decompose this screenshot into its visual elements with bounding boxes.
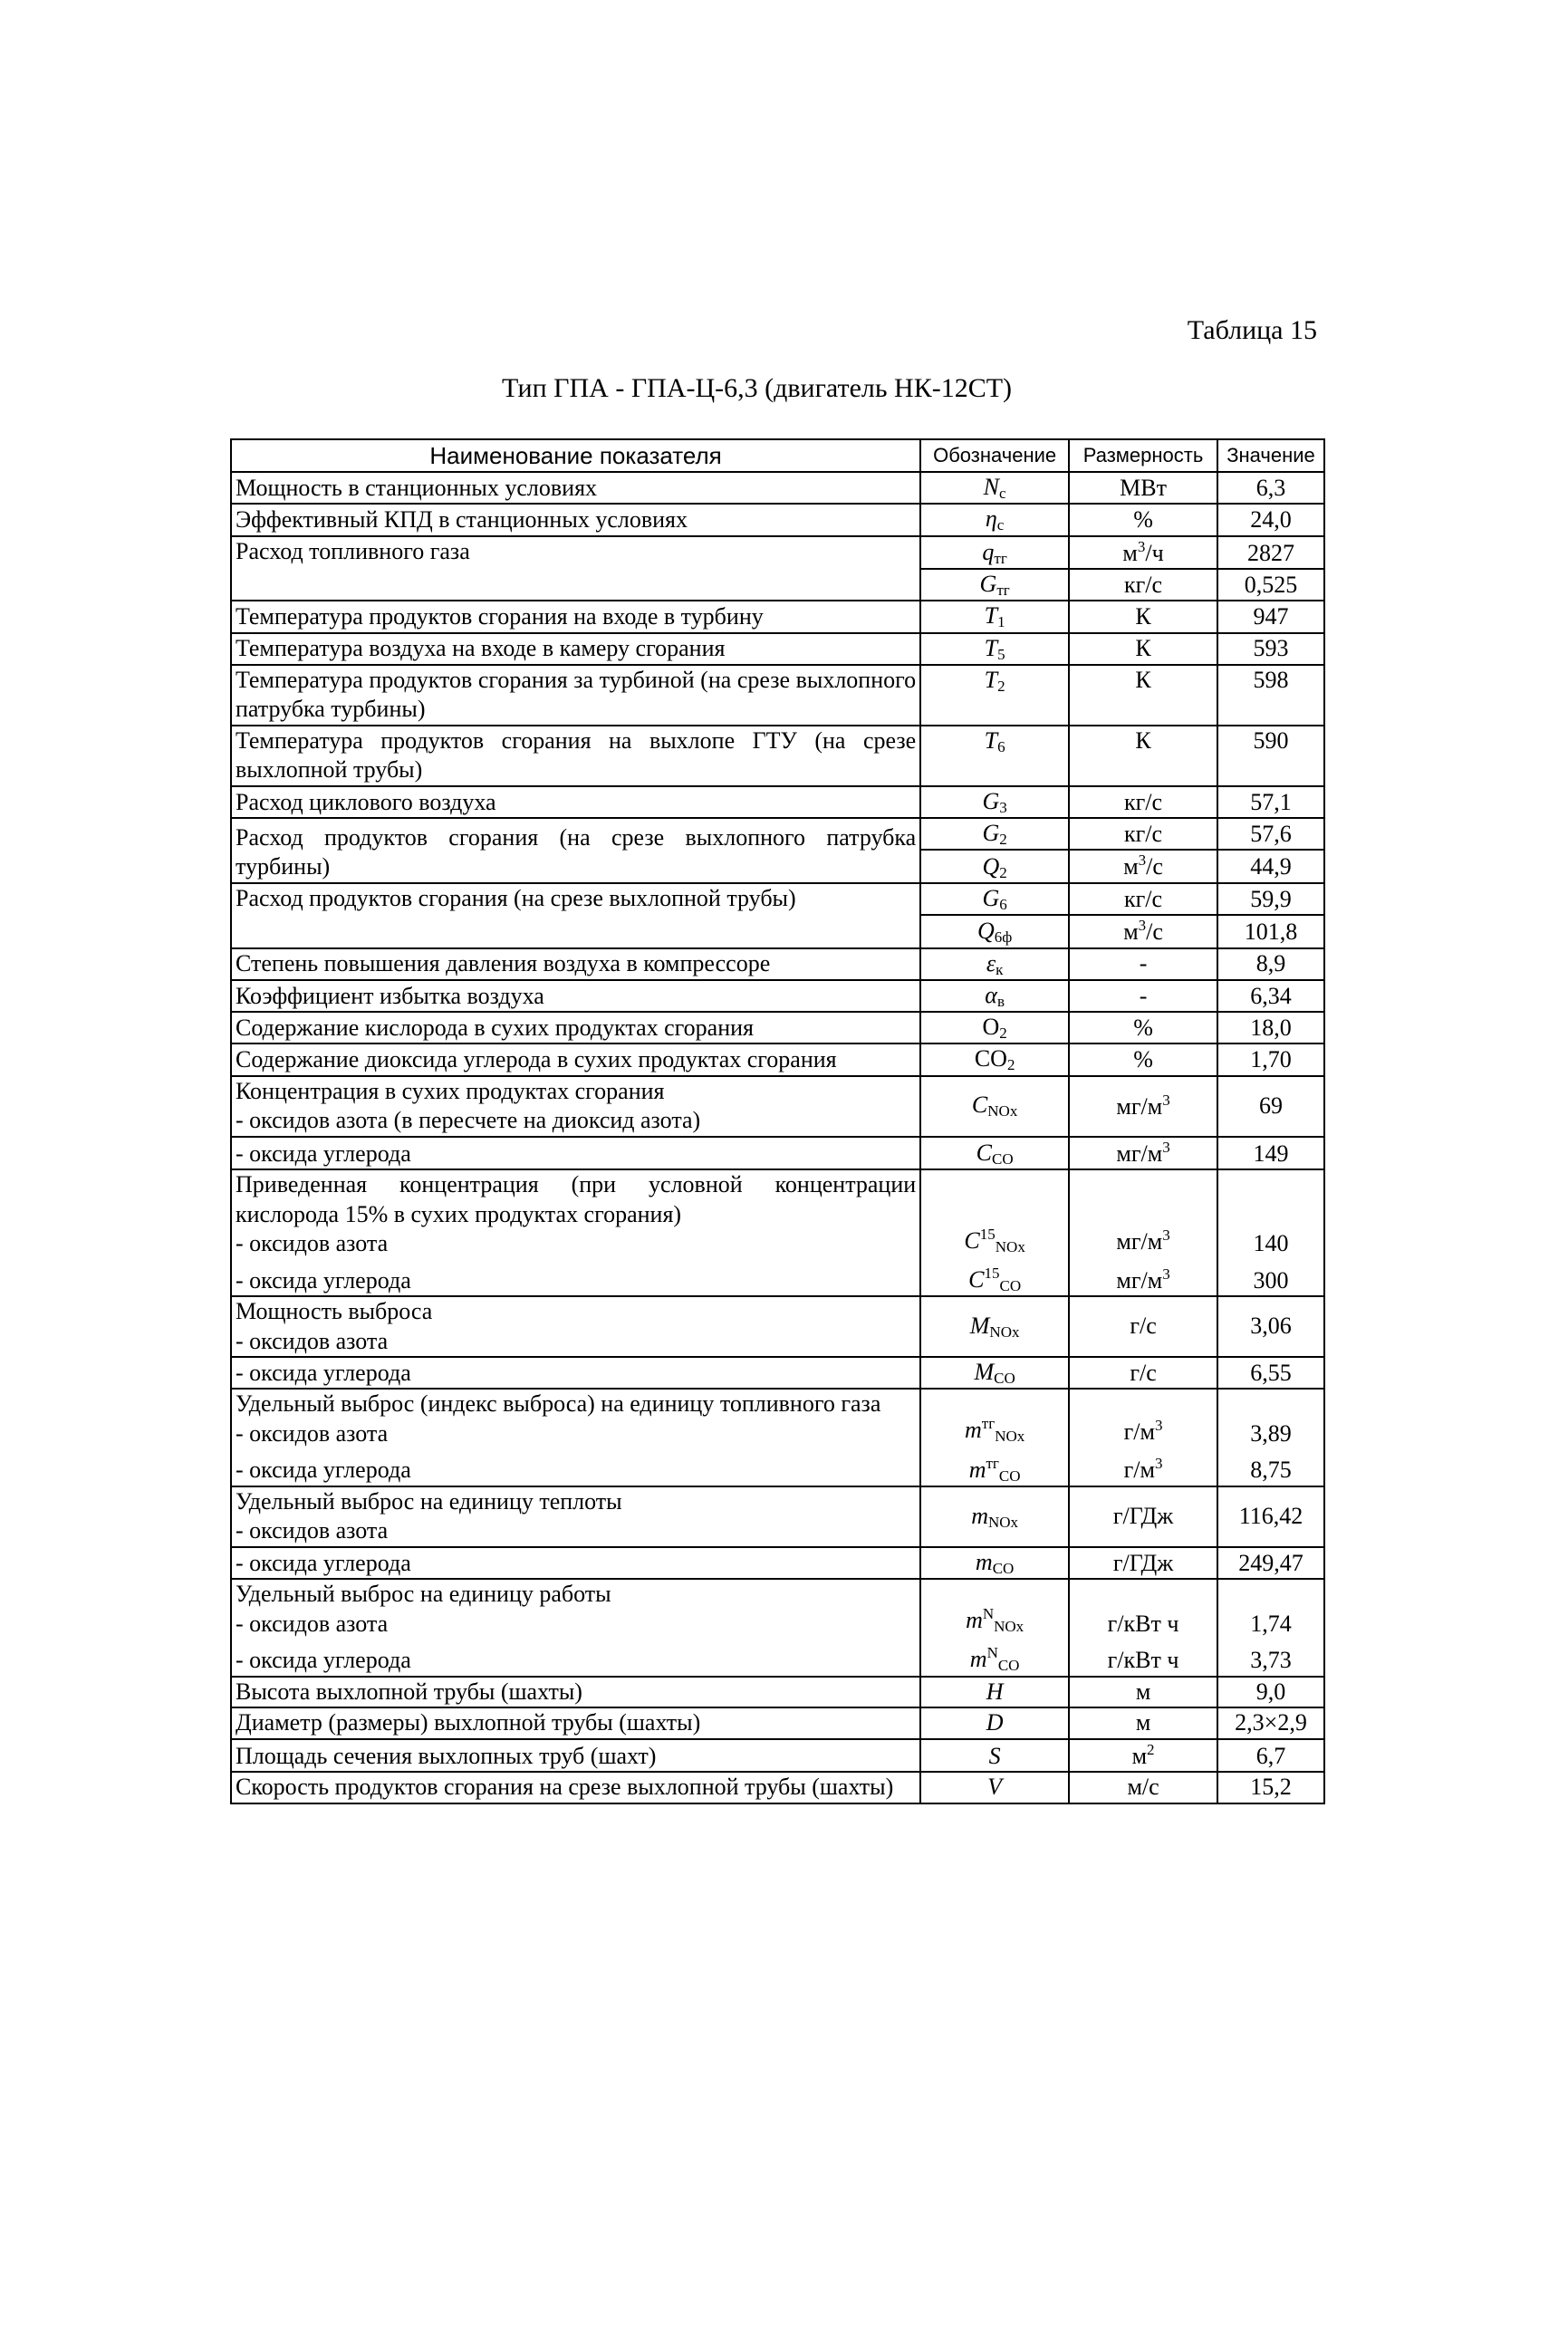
table-caption: Тип ГПА - ГПА-Ц-6,3 (двигатель НК-12СТ) (501, 373, 1013, 403)
row-value: 24,0 (1217, 504, 1324, 535)
table-row (231, 633, 1324, 665)
row-value: 0,525 (1217, 569, 1324, 601)
row-name: Температура продуктов сгорания за турбиной (на срезе выхлопного патрубка турбины) (231, 665, 920, 726)
row-symbol: $N_с$ (920, 472, 1069, 504)
row-name: Удельный выброс на единицу работы - оксидов азота - оксида углерода (231, 1579, 920, 1677)
row-value: 947 (1217, 601, 1324, 632)
row-symbol: $C^{15}_{NOx}$ $C^{15}_{CO}$ (920, 1169, 1069, 1296)
row-symbol: $T_1$ (920, 601, 1069, 632)
table-row (231, 786, 1324, 818)
table-row (231, 536, 1324, 570)
row-value: 57,1 (1217, 786, 1324, 818)
row-symbol: $\varepsilon_к$ (920, 948, 1069, 980)
table-row (231, 1169, 1324, 1296)
row-symbol: $T_5$ (920, 633, 1069, 665)
row-value: 598 (1217, 665, 1324, 726)
row-unit: г/кВт ч г/кВт ч (1069, 1579, 1217, 1677)
row-symbol: S (920, 1739, 1069, 1773)
row-symbol: H (920, 1677, 1069, 1708)
row-name: Содержание кислорода в сухих продуктах сгорания (231, 1012, 920, 1043)
table-row (231, 1137, 1324, 1170)
row-value: 6,34 (1217, 980, 1324, 1012)
row-value: 249,47 (1217, 1547, 1324, 1579)
table-row (231, 1707, 1324, 1739)
row-name: Температура воздуха на входе в камеру сгорания (231, 633, 920, 665)
row-unit: г/ГДж (1069, 1547, 1217, 1579)
row-unit: К (1069, 601, 1217, 632)
row-symbol: $m_{NOx}$ (920, 1486, 1069, 1547)
row-symbol: $G_2$ (920, 818, 1069, 850)
row-value: 9,0 (1217, 1677, 1324, 1708)
row-value: 6,55 (1217, 1357, 1324, 1389)
row-unit: кг/с (1069, 786, 1217, 818)
row-value: 59,9 (1217, 883, 1324, 915)
row-name: Скорость продуктов сгорания на срезе выхлопной трубы (шахты) (231, 1772, 920, 1803)
table-row (231, 1677, 1324, 1708)
row-unit: м (1069, 1707, 1217, 1739)
row-unit: К (1069, 665, 1217, 726)
row-symbol: $G_{тг}$ (920, 569, 1069, 601)
parameters-table (230, 438, 1325, 1804)
row-unit: МВт (1069, 472, 1217, 504)
row-unit: % (1069, 1012, 1217, 1043)
row-name: Площадь сечения выхлопных труб (шахт) (231, 1739, 920, 1773)
row-symbol: $M_{CO}$ (920, 1357, 1069, 1389)
table-row (231, 1739, 1324, 1773)
row-name: Коэффициент избытка воздуха (231, 980, 920, 1012)
row-symbol: $CO_2$ (920, 1043, 1069, 1075)
row-symbol: $T_6$ (920, 726, 1069, 786)
header-value: Значение (1217, 439, 1324, 472)
row-unit: кг/с (1069, 883, 1217, 915)
row-name: Степень повышения давления воздуха в компрессоре (231, 948, 920, 980)
table-row (231, 818, 1324, 850)
row-symbol: $Q_{6ф}$ (920, 915, 1069, 948)
row-value: 8,9 (1217, 948, 1324, 980)
row-unit: $м^3/ч$ (1069, 536, 1217, 570)
row-symbol: $C_{NOx}$ (920, 1076, 1069, 1137)
row-unit: м (1069, 1677, 1217, 1708)
row-symbol: $O_2$ (920, 1012, 1069, 1043)
row-unit: - (1069, 980, 1217, 1012)
row-value: 116,42 (1217, 1486, 1324, 1547)
row-unit: кг/с (1069, 569, 1217, 601)
row-symbol: $M_{NOx}$ (920, 1296, 1069, 1357)
row-symbol: $m^N_{NOx}$ $m^N_{CO}$ (920, 1579, 1069, 1677)
table-row (231, 1012, 1324, 1043)
header-unit: Размерность (1069, 439, 1217, 472)
row-unit: К (1069, 633, 1217, 665)
table-number: Таблица 15 (1187, 315, 1317, 345)
row-symbol: $T_2$ (920, 665, 1069, 726)
row-name: Мощность в станционных условиях (231, 472, 920, 504)
table-header-row (231, 439, 1324, 472)
row-name: Удельный выброс (индекс выброса) на единицу топливного газа - оксидов азота - оксида углерода (231, 1389, 920, 1486)
row-value: 1,70 (1217, 1043, 1324, 1075)
row-value: 140 300 (1217, 1169, 1324, 1296)
table-row (231, 883, 1324, 915)
row-unit: кг/с (1069, 818, 1217, 850)
row-unit: г/с (1069, 1357, 1217, 1389)
row-value: 69 (1217, 1076, 1324, 1137)
table-row (231, 1296, 1324, 1357)
row-unit: г/с (1069, 1296, 1217, 1357)
row-name: Расход топливного газа (231, 536, 920, 601)
row-name: - оксида углерода (231, 1357, 920, 1389)
row-symbol: V (920, 1772, 1069, 1803)
table-row (231, 948, 1324, 980)
table-row (231, 665, 1324, 726)
row-unit: $мг/м^3$ (1069, 1137, 1217, 1170)
row-unit: $г/м^3$ $г/м^3$ (1069, 1389, 1217, 1486)
row-name: Диаметр (размеры) выхлопной трубы (шахты) (231, 1707, 920, 1739)
row-name: - оксида углерода (231, 1137, 920, 1170)
table-row (231, 1579, 1324, 1677)
table-row (231, 1486, 1324, 1547)
row-name: Расход циклового воздуха (231, 786, 920, 818)
row-name: Расход продуктов сгорания (на срезе выхлопного патрубка турбины) (231, 818, 920, 883)
row-unit: $мг/м^3$ $мг/м^3$ (1069, 1169, 1217, 1296)
row-symbol: D (920, 1707, 1069, 1739)
table-row (231, 504, 1324, 535)
row-symbol: $m^{тг}_{NOx}$ $m^{тг}_{CO}$ (920, 1389, 1069, 1486)
row-name: Удельный выброс на единицу теплоты - оксидов азота (231, 1486, 920, 1547)
row-value: 590 (1217, 726, 1324, 786)
table-row (231, 1547, 1324, 1579)
row-unit: м/с (1069, 1772, 1217, 1803)
table-row (231, 1357, 1324, 1389)
table-row (231, 726, 1324, 786)
row-value: 6,7 (1217, 1739, 1324, 1773)
row-unit: % (1069, 504, 1217, 535)
row-name: Температура продуктов сгорания на выхлопе ГТУ (на срезе выхлопной трубы) (231, 726, 920, 786)
row-name: Высота выхлопной трубы (шахты) (231, 1677, 920, 1708)
row-symbol: $C_{CO}$ (920, 1137, 1069, 1170)
row-symbol: $Q_2$ (920, 850, 1069, 883)
row-unit: $м^3/с$ (1069, 850, 1217, 883)
row-value: 15,2 (1217, 1772, 1324, 1803)
row-value: 2,3×2,9 (1217, 1707, 1324, 1739)
row-symbol: $G_3$ (920, 786, 1069, 818)
row-value: 593 (1217, 633, 1324, 665)
row-symbol: $\eta_с$ (920, 504, 1069, 535)
table-row (231, 601, 1324, 632)
row-value: 3,06 (1217, 1296, 1324, 1357)
row-unit: $м^2$ (1069, 1739, 1217, 1773)
row-name: Температура продуктов сгорания на входе в турбину (231, 601, 920, 632)
row-symbol: $\alpha_в$ (920, 980, 1069, 1012)
row-symbol: $m_{CO}$ (920, 1547, 1069, 1579)
row-value: 57,6 (1217, 818, 1324, 850)
row-name: Приведенная концентрация (при условной концентрации кислорода 15% в сухих продуктах сгорания) - оксидов азота - оксида углерода (231, 1169, 920, 1296)
row-unit: $мг/м^3$ (1069, 1076, 1217, 1137)
table-row (231, 1772, 1324, 1803)
row-value: 149 (1217, 1137, 1324, 1170)
row-value: 44,9 (1217, 850, 1324, 883)
row-name: - оксида углерода (231, 1547, 920, 1579)
table-row (231, 1043, 1324, 1075)
header-name: Наименование показателя (231, 439, 920, 472)
row-unit: г/ГДж (1069, 1486, 1217, 1547)
row-name: Эффективный КПД в станционных условиях (231, 504, 920, 535)
row-value: 101,8 (1217, 915, 1324, 948)
row-symbol: $q_{тг}$ (920, 536, 1069, 570)
row-value: 1,74 3,73 (1217, 1579, 1324, 1677)
row-name: Концентрация в сухих продуктах сгорания - оксидов азота (в пересчете на диоксид азота) (231, 1076, 920, 1137)
row-value: 3,89 8,75 (1217, 1389, 1324, 1486)
row-name: Расход продуктов сгорания (на срезе выхлопной трубы) (231, 883, 920, 948)
row-value: 6,3 (1217, 472, 1324, 504)
table-row (231, 980, 1324, 1012)
table-row (231, 1389, 1324, 1486)
row-unit: $м^3/с$ (1069, 915, 1217, 948)
row-value: 2827 (1217, 536, 1324, 570)
table-row (231, 472, 1324, 504)
row-name: Мощность выброса - оксидов азота (231, 1296, 920, 1357)
row-symbol: $G_6$ (920, 883, 1069, 915)
header-symbol: Обозначение (920, 439, 1069, 472)
row-unit: % (1069, 1043, 1217, 1075)
row-name: Содержание диоксида углерода в сухих продуктах сгорания (231, 1043, 920, 1075)
row-unit: - (1069, 948, 1217, 980)
row-unit: К (1069, 726, 1217, 786)
table-row (231, 1076, 1324, 1137)
row-value: 18,0 (1217, 1012, 1324, 1043)
